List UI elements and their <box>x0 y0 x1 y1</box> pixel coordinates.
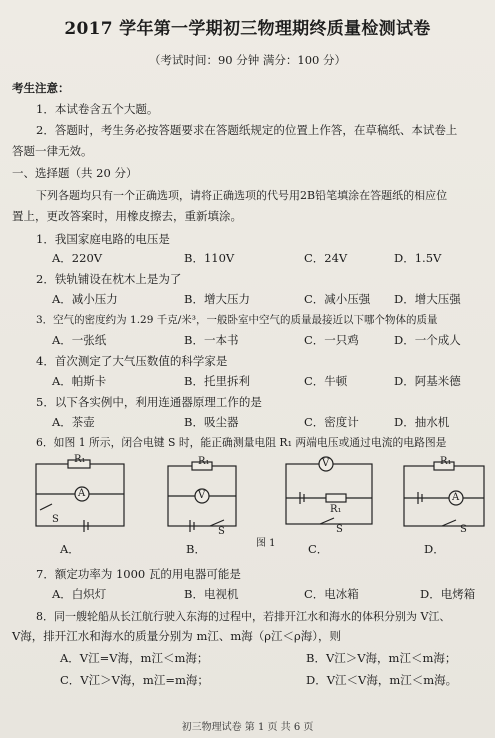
exam-title: 2017 学年第一学期初三物理期终质量检测试卷 <box>64 19 431 39</box>
question-5-option-b: B．吸尘器 <box>184 415 239 429</box>
circuit-c-switch-label: S <box>336 524 343 535</box>
question-2-stem: 2．铁轨铺设在枕木上是为了 <box>36 272 182 286</box>
question-8-stem-line-2: V海，排开江水和海水的质量分别为 m江、m海（ρ江＜ρ海），则 <box>12 629 342 643</box>
question-6-option-c: C． <box>308 542 329 556</box>
question-7-option-b: B．电视机 <box>184 587 239 601</box>
question-5-option-d: D．抽水机 <box>394 415 450 429</box>
notice-item-2-line-2: 答题一律无效。 <box>12 144 93 158</box>
circuit-b-switch-label: S <box>218 526 225 537</box>
question-8-option-b: B．V江＞V海，m江＜m海； <box>306 651 457 665</box>
question-1-option-b: B．110V <box>184 251 235 265</box>
circuit-d-resistor-label: R₁ <box>440 456 452 467</box>
section-1-intro-line-1: 下列各题均只有一个正确选项，请将正确选项的代号用2B铅笔填涂在答题纸的相应位 <box>36 189 448 202</box>
question-3-option-a: A．一张纸 <box>52 333 107 347</box>
question-6-stem: 6．如图 1 所示，闭合电键 S 时，能正确测量电阻 R₁ 两端电压或通过电流的电路图是 <box>36 436 447 449</box>
circuit-diagram-c <box>280 452 380 538</box>
question-6-option-a: A． <box>60 542 80 556</box>
notice-item-1: 1．本试卷含五个大题。 <box>36 102 159 116</box>
question-7-option-a: A．白炽灯 <box>52 587 107 601</box>
question-2-option-a: A．减小压力 <box>52 292 118 306</box>
question-3-option-d: D．一个成人 <box>394 333 461 347</box>
circuit-diagram-b <box>152 456 252 538</box>
exam-subtitle: （考试时间：90 分钟 满分：100 分） <box>148 53 347 67</box>
question-8-stem-line-1: 8．同一艘轮船从长江航行驶入东海的过程中，若排开江水和海水的体积分别为 V江、 <box>36 610 451 623</box>
question-5-option-c: C．密度计 <box>304 415 359 429</box>
question-4-option-a: A．帕斯卡 <box>52 374 107 388</box>
circuit-a-ammeter-symbol: A <box>78 488 86 499</box>
question-6-option-d: D． <box>424 542 445 556</box>
question-1-stem: 1．我国家庭电路的电压是 <box>36 232 170 246</box>
question-7-stem: 7．额定功率为 1000 瓦的用电器可能是 <box>36 567 241 581</box>
question-2-option-c: C．减小压强 <box>304 292 371 306</box>
circuit-a-resistor-label: R₁ <box>74 454 86 465</box>
question-3-option-c: C．一只鸡 <box>304 333 359 347</box>
question-4-option-b: B．托里拆利 <box>184 374 250 388</box>
question-3-option-b: B．一本书 <box>184 333 239 347</box>
question-6-option-b: B． <box>186 542 206 556</box>
question-4-option-c: C．牛顿 <box>304 374 348 388</box>
circuit-d-ammeter-symbol: A <box>452 492 460 503</box>
question-5-stem: 5．以下各实例中，利用连通器原理工作的是 <box>36 395 262 409</box>
question-1-option-a: A．220V <box>52 251 103 265</box>
page-footer: 初三物理试卷 第 1 页 共 6 页 <box>181 722 314 733</box>
question-7-option-d: D．电烤箱 <box>420 587 476 601</box>
section-1-intro-line-2: 置上，更改答案时，用橡皮擦去，重新填涂。 <box>12 209 242 223</box>
circuit-c-resistor-label: R₁ <box>330 504 342 515</box>
question-8-option-a: A．V江=V海，m江＜m海； <box>60 651 209 665</box>
notice-heading: 考生注意： <box>12 81 70 95</box>
question-4-stem: 4．首次测定了大气压数值的科学家是 <box>36 354 228 368</box>
figure-1-caption: 图 1 <box>256 538 276 549</box>
circuit-diagram-a <box>30 456 130 538</box>
circuit-d-switch-label: S <box>460 524 467 535</box>
circuit-b-resistor-label: R₁ <box>198 456 210 467</box>
question-1-option-d: D．1.5V <box>394 251 442 265</box>
question-3-stem: 3．空气的密度约为 1.29 千克/米³，一般卧室中空气的质量最接近以下哪个物体的质量 <box>36 314 438 326</box>
question-2-option-d: D．增大压强 <box>394 292 461 306</box>
question-1-option-c: C．24V <box>304 251 348 265</box>
question-8-option-d: D．V江＜V海，m江＜m海。 <box>306 673 458 687</box>
notice-item-2-line-1: 2．答题时，考生务必按答题要求在答题纸规定的位置上作答，在草稿纸、本试卷上 <box>36 123 458 137</box>
circuit-b-voltmeter-symbol: V <box>198 490 206 501</box>
question-4-option-d: D．阿基米德 <box>394 374 461 388</box>
circuit-c-voltmeter-symbol: V <box>322 458 330 469</box>
question-5-option-a: A．茶壶 <box>52 415 95 429</box>
question-8-option-c: C．V江＞V海，m江=m海； <box>60 673 209 687</box>
section-1-heading: 一、选择题（共 20 分） <box>12 166 138 180</box>
circuit-diagram-d <box>398 456 490 538</box>
circuit-a-switch-label: S <box>52 514 59 525</box>
question-7-option-c: C．电冰箱 <box>304 587 359 601</box>
question-2-option-b: B．增大压力 <box>184 292 250 306</box>
